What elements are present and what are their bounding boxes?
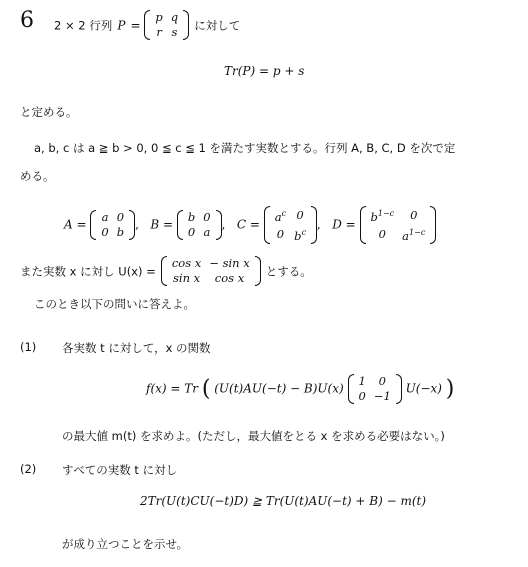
C-matrix: $a^c$ 0 0 $b^c$ xyxy=(264,206,317,244)
B-label: B = xyxy=(150,217,174,232)
part2-label: (2) xyxy=(20,462,37,476)
part1-formula: f(x) = Tr ( (U(t)AU(−t) − B)U(x) 1 0 0 −1 U(−x) ) xyxy=(146,374,455,403)
formula-matrix: 1 0 0 −1 xyxy=(348,374,402,404)
formula-prefix: f(x) = Tr xyxy=(146,381,198,396)
formula-suffix: U(−x) xyxy=(405,381,442,396)
formula-inner: (U(t)AU(−t) − B)U(x) xyxy=(214,381,344,396)
D-label: D = xyxy=(332,217,356,232)
problem-number: 6 xyxy=(20,8,34,33)
U-matrix: cos x − sin x sin x cos x xyxy=(161,256,261,286)
U-definition xyxy=(20,256,312,286)
matrix-row: A = a 0 0 b , B = b 0 0 a , C = $a^c$ 0 0 $b^c$ , D = $b^{1-c}$ 0 0 $a^{1-c}$ xyxy=(64,206,436,244)
intro-line: 2 × 2 行列 P = p q r s に対して xyxy=(54,10,241,39)
part1-text: 各実数 t に対して，x の関数 xyxy=(62,341,211,355)
part2-text: すべての実数 t に対し xyxy=(62,463,178,477)
part2-text2: が成り立つことを示せ。 xyxy=(62,537,189,551)
intro-prefix: 2 × 2 行列 xyxy=(54,18,113,33)
U-suffix: とする。 xyxy=(265,264,312,279)
P-matrix: p q r s xyxy=(144,10,189,40)
condition-line-2: める。 xyxy=(20,169,55,183)
C-label: C = xyxy=(236,217,260,232)
part2-inequality: 2Tr(U(t)CU(−t)D) ≧ Tr(U(t)AU(−t) + B) − m(t) xyxy=(140,494,427,508)
condition-line: a, b, c は a ≧ b > 0, 0 ≦ c ≦ 1 を満たす実数とする。行列 A, B, C, D を次で定 xyxy=(34,141,456,155)
intro-var: P xyxy=(117,18,126,33)
U-prefix: また実数 x に対し U(x) = xyxy=(20,264,156,279)
part1-text2: の最大値 m(t) を求めよ。(ただし，最大値をとる x を求める必要はない。) xyxy=(62,429,445,443)
B-matrix: b 0 0 a xyxy=(177,210,222,240)
trace-definition: Tr(P) = p + s xyxy=(224,64,305,78)
D-matrix: $b^{1-c}$ 0 0 $a^{1-c}$ xyxy=(360,206,437,244)
answer-instruction: このとき以下の問いに答えよ。 xyxy=(34,297,195,311)
A-label: A = xyxy=(64,217,87,232)
intro-suffix: に対して xyxy=(194,18,241,33)
A-matrix: a 0 0 b xyxy=(90,210,135,240)
part1-label: (1) xyxy=(20,340,37,354)
define-line: と定める。 xyxy=(20,105,78,119)
